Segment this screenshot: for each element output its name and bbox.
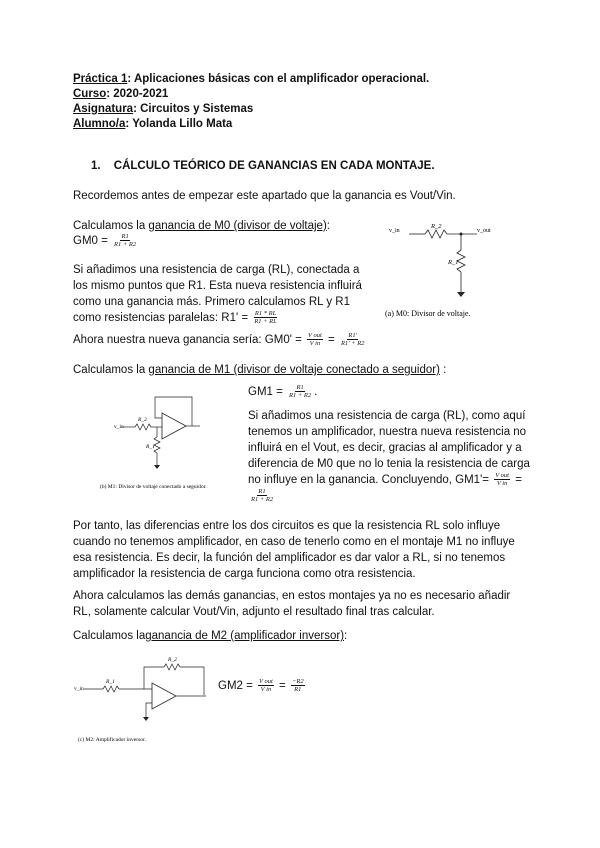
section-number: 1. — [91, 160, 101, 172]
c-fraction-1 — [494, 472, 510, 487]
m0-r1-label: R_1 — [448, 259, 459, 266]
gm0-num: R1 — [121, 233, 129, 241]
m2-wire-gnd — [146, 703, 152, 717]
m1-ground-symbol — [154, 465, 160, 469]
g-den1: V in — [260, 686, 272, 694]
m1-opamp-symbol — [162, 413, 186, 439]
ng-num1: V out — [308, 332, 322, 340]
m2-feedback-right — [180, 667, 204, 695]
c-den1: V in — [496, 480, 508, 488]
m2-r2-resistor — [164, 664, 180, 670]
g-num1: V out — [259, 678, 273, 686]
m2-r1-label: R_1 — [106, 679, 115, 685]
m0-vin-label: v_in — [389, 228, 400, 234]
ng-eq: = — [328, 334, 335, 346]
gm0-den: R1 + R2 — [114, 241, 137, 249]
gm1-tail: . — [314, 386, 318, 398]
g-fraction-2 — [291, 678, 305, 693]
practica-label: Práctica 1 — [73, 73, 128, 85]
m0-ground-symbol — [457, 292, 465, 297]
m1-r2-resistor — [135, 424, 151, 430]
g-den2: R1 — [294, 686, 302, 694]
gm1-label: GM1 = — [248, 386, 283, 398]
c-fraction-2 — [250, 488, 274, 503]
m0-new-gain — [73, 332, 393, 348]
m1-para-text: Si añadimos una resistencia de carga (RL), como aquí tenemos un amplificador, nuestra nueva resistencia no influirá en el Vout, es decir, gracias al amplificador y a diferencia de M0 que no lo tenia la resistencia de carga no influye en la ganancia. Concluyendo, GM1'= — [248, 410, 530, 486]
m1-tail: : — [439, 364, 447, 376]
m1-r1-resistor — [154, 437, 160, 453]
alumno-value: : Yolanda Lillo Mata — [125, 118, 233, 130]
r1p-fraction — [253, 310, 277, 325]
m2-r2-label: R_2 — [168, 657, 177, 663]
header-practica — [73, 72, 429, 86]
curso-label: Curso — [73, 88, 107, 100]
m2-opamp-symbol — [152, 683, 176, 709]
curso-value: : 2020-2021 — [106, 88, 169, 100]
m1-circuit-figure — [100, 385, 240, 495]
asignatura-label: Asignatura — [73, 103, 134, 115]
m1-caption: (b) M1: Divisor de voltaje conectado a seguidor. — [100, 484, 207, 490]
section-title-text: CÁLCULO TEÓRICO DE GANANCIAS EN CADA MONTAJE. — [113, 160, 435, 172]
m1-r1-label: R_1 — [146, 444, 155, 450]
ng-num2: R1' — [348, 332, 357, 340]
section-title — [91, 160, 435, 172]
alumno-label: Alumno/a — [73, 118, 126, 130]
c-eq: = — [515, 474, 522, 486]
m0-para-text: Si añadimos una resistencia de carga (RL), conectada a los mismo puntos que R1. Esta nueva resistencia influirá como una ganancia más. Primero calculamos RL y R1 como resistencias paralelas: — [73, 264, 362, 324]
m2-lead: Calculamos la — [73, 630, 146, 642]
intro-text: Recordemos antes de empezar este apartado que la ganancia es Vout/Vin. — [73, 190, 456, 202]
m2-link: ganancia de M2 (amplificador inversor) — [145, 630, 345, 642]
c-num2: R1 — [258, 488, 266, 496]
m0-lead: Calculamos la — [73, 220, 149, 232]
m2-caption: (c) M2: Amplificador inversor. — [78, 737, 146, 743]
m1-link: ganancia de M1 (divisor de voltaje conectado a seguidor) — [148, 364, 440, 376]
m0-caption: (a) M0: Divisor de voltaje. — [385, 309, 471, 318]
ng-den1: V in — [309, 340, 321, 348]
header-alumno — [73, 117, 232, 131]
m1-r2-label: R_2 — [138, 417, 147, 423]
ng-den2: R1' + R2 — [340, 340, 365, 348]
practica-value: : Aplicaciones básicas con el amplificador operacional. — [127, 73, 430, 85]
gm0-formula — [73, 233, 273, 249]
header-asignatura — [73, 102, 253, 116]
m2-r1-resistor — [103, 686, 119, 692]
m2-tail: : — [344, 630, 348, 642]
m2-circuit-figure — [70, 655, 210, 750]
g-fraction-1 — [258, 678, 274, 693]
gm1-den: R1 + R2 — [289, 392, 312, 400]
gm2-formula — [218, 678, 418, 694]
ng-label: Ahora nuestra nueva ganancia sería: GM0' = — [73, 334, 302, 346]
m1-paragraph — [248, 408, 533, 504]
m2-feedback-left — [144, 667, 164, 689]
c-num1: V out — [495, 472, 509, 480]
m0-heading — [73, 218, 373, 234]
m0-r2-resistor — [425, 230, 447, 238]
m0-link: ganancia de M0 (divisor de voltaje) — [148, 220, 327, 232]
m0-vout-label: v_out — [477, 228, 491, 234]
header-curso — [73, 87, 168, 101]
m1-lead: Calculamos la — [73, 364, 149, 376]
ahora-paragraph: Ahora calculamos las demás ganancias, en estos montajes ya no es necesario añadir RL, solamente calcular Vout/Vin, adjunto el resultado final tras calcular. — [73, 590, 511, 618]
gm2-label: GM2 = — [218, 680, 253, 692]
c-den2: R1 + R2 — [251, 496, 274, 504]
gm1-num: R1 — [296, 384, 304, 392]
r1p-den: R1 + RL — [254, 318, 277, 326]
por-tanto-paragraph: Por tanto, las diferencias entre los dos circuitos es que la resistencia RL solo influye cuando no tenemos amplificador, en caso de tenerlo como en el montaje M1 no influye esa resistencia. Es decir, la función del amplificador es dar valor a RL, si no tenemos amplificador la resistencia de carga funciona como otra resistencia. — [73, 520, 515, 580]
m2-heading — [73, 628, 528, 644]
m1-feedback-wire — [155, 397, 192, 426]
m2-vin-label: v_in — [74, 686, 84, 692]
r1p-num: R1 * RL — [254, 310, 277, 318]
asignatura-value: : Circuitos y Sistemas — [133, 103, 254, 115]
m0-r2-label: R_2 — [431, 223, 442, 230]
r1p-label: R1' = — [221, 312, 249, 324]
gm0-label: GM0 = — [73, 235, 108, 247]
m1-vin-label: v_in — [114, 424, 124, 430]
m0-tail: : — [326, 220, 330, 232]
gm1-fraction — [288, 384, 312, 399]
m1-heading — [73, 362, 528, 378]
gm0-fraction — [113, 233, 137, 248]
m0-paragraph — [73, 262, 373, 326]
m0-circuit-figure — [385, 220, 525, 330]
g-num2: −R2 — [291, 678, 304, 686]
g-eq: = — [279, 680, 286, 692]
m2-ground-symbol — [143, 717, 149, 721]
ng-fraction-1 — [307, 332, 323, 347]
ng-fraction-2 — [340, 332, 365, 347]
gm1-formula — [248, 384, 448, 400]
